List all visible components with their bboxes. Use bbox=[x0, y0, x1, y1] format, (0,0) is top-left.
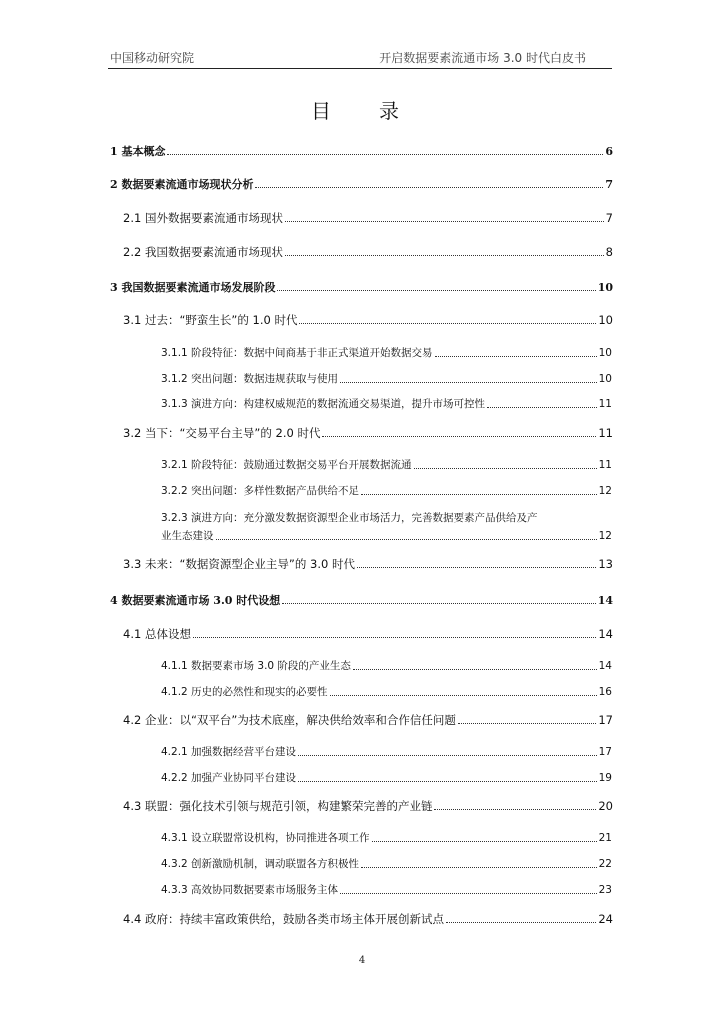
toc-entry[interactable] bbox=[123, 314, 613, 327]
toc-leader-dots bbox=[322, 435, 596, 437]
toc-entry-page: 8 bbox=[605, 245, 613, 259]
toc-entry-label: 4 数据要素流通市场 3.0 时代设想 bbox=[110, 594, 281, 607]
toc-entry-page: 11 bbox=[598, 398, 612, 410]
toc-leader-dots bbox=[361, 866, 597, 868]
toc-entry[interactable] bbox=[161, 485, 612, 498]
toc-entry-label: 1 基本概念 bbox=[110, 145, 166, 158]
toc-entry-label: 3.2.2 突出问题：多样性数据产品供给不足 bbox=[161, 485, 360, 497]
toc-leader-dots bbox=[277, 289, 595, 291]
toc-entry-page: 17 bbox=[598, 746, 612, 758]
toc-entry-label: 3.1.3 演进方向：构建权威规范的数据流通交易渠道，提升市场可控性 bbox=[161, 398, 486, 410]
toc-entry-label: 业生态建设 bbox=[161, 530, 214, 542]
toc-entry-page: 13 bbox=[598, 557, 613, 571]
toc-entry-page: 10 bbox=[598, 313, 613, 327]
toc-entry[interactable] bbox=[161, 772, 612, 785]
toc-entry[interactable] bbox=[161, 373, 612, 386]
toc-entry[interactable] bbox=[161, 347, 612, 360]
toc-entry-label: 3.1.1 阶段特征：数据中间商基于非正式渠道开始数据交易 bbox=[161, 347, 433, 359]
toc-leader-dots bbox=[446, 921, 596, 923]
toc-entry-page: 10 bbox=[598, 347, 612, 359]
toc-leader-dots bbox=[340, 892, 597, 894]
toc-entry-label: 3.3 未来：“数据资源型企业主导”的 3.0 时代 bbox=[123, 557, 355, 571]
toc-entry[interactable] bbox=[161, 398, 612, 411]
toc-entry[interactable] bbox=[123, 913, 613, 926]
toc-leader-dots bbox=[414, 467, 597, 469]
toc-entry[interactable] bbox=[110, 594, 613, 607]
toc-entry-label: 3 我国数据要素流通市场发展阶段 bbox=[110, 281, 276, 294]
toc-entry[interactable] bbox=[123, 427, 613, 440]
toc-entry-page: 12 bbox=[598, 485, 612, 497]
toc-entry-page: 14 bbox=[597, 594, 613, 607]
toc-leader-dots bbox=[353, 668, 597, 670]
toc-entry-label: 4.1.2 历史的必然性和现实的必要性 bbox=[161, 686, 328, 698]
toc-entry-page: 24 bbox=[598, 912, 613, 926]
toc-entry-label: 4.3.1 设立联盟常设机构，协同推进各项工作 bbox=[161, 832, 370, 844]
toc-entry[interactable] bbox=[161, 884, 612, 897]
toc-entry-label: 4.1 总体设想 bbox=[123, 627, 191, 641]
toc-entry-page: 14 bbox=[598, 660, 612, 672]
toc-entry[interactable] bbox=[123, 212, 613, 225]
toc-entry-label: 2.2 我国数据要素流通市场现状 bbox=[123, 245, 283, 259]
toc-entry-label: 4.2.1 加强数据经营平台建设 bbox=[161, 746, 297, 758]
toc-entry-label: 3.2 当下：“交易平台主导”的 2.0 时代 bbox=[123, 426, 321, 440]
toc-entry-label: 4.3 联盟：强化技术引领与规范引领，构建繁荣完善的产业链 bbox=[123, 799, 433, 813]
toc-entry-page: 19 bbox=[598, 772, 612, 784]
toc-leader-dots bbox=[434, 808, 596, 810]
toc-entry-label: 4.1.1 数据要素市场 3.0 阶段的产业生态 bbox=[161, 660, 351, 672]
toc-leader-dots bbox=[285, 220, 604, 222]
toc-entry-page: 14 bbox=[598, 627, 613, 641]
toc-entry[interactable] bbox=[161, 832, 612, 845]
toc-entry-label: 3.2.1 阶段特征：鼓励通过数据交易平台开展数据流通 bbox=[161, 459, 412, 471]
toc-leader-dots bbox=[193, 636, 596, 638]
toc-entry-page: 11 bbox=[598, 459, 612, 471]
toc-entry[interactable] bbox=[110, 178, 613, 191]
toc-title: 目 录 bbox=[311, 99, 413, 123]
toc-entry[interactable] bbox=[161, 686, 612, 699]
toc-entry-page: 23 bbox=[598, 884, 612, 896]
toc-entry-page: 12 bbox=[598, 530, 612, 542]
toc-entry-page: 10 bbox=[597, 281, 613, 294]
toc-entry-page: 21 bbox=[598, 832, 612, 844]
toc-entry-label: 4.4 政府：持续丰富政策供给，鼓励各类市场主体开展创新试点 bbox=[123, 912, 444, 926]
toc-leader-dots bbox=[340, 381, 597, 383]
page-number: 4 bbox=[358, 955, 366, 966]
toc-entry[interactable] bbox=[161, 530, 612, 543]
toc-entry-label: 4.2.2 加强产业协同平台建设 bbox=[161, 772, 297, 784]
toc-leader-dots bbox=[285, 254, 604, 256]
toc-leader-dots bbox=[435, 355, 597, 357]
toc-entry[interactable] bbox=[123, 628, 613, 641]
toc-entry-page: 7 bbox=[605, 211, 613, 225]
toc-leader-dots bbox=[216, 538, 597, 540]
toc-entry[interactable] bbox=[110, 281, 613, 294]
header-org: 中国移动研究院 bbox=[110, 51, 195, 65]
toc-entry[interactable] bbox=[123, 558, 613, 571]
toc-leader-dots bbox=[282, 602, 595, 604]
toc-leader-dots bbox=[255, 186, 603, 188]
toc-entry[interactable] bbox=[161, 746, 612, 759]
toc-entry-page: 7 bbox=[605, 178, 613, 191]
toc-entry-label: 2.1 国外数据要素流通市场现状 bbox=[123, 211, 283, 225]
toc-leader-dots bbox=[298, 780, 597, 782]
toc-entry-label: 2 数据要素流通市场现状分析 bbox=[110, 178, 254, 191]
toc-entry-page: 6 bbox=[605, 145, 613, 158]
header-doc-title: 开启数据要素流通市场 3.0 时代白皮书 bbox=[379, 51, 586, 65]
toc-entry[interactable] bbox=[161, 858, 612, 871]
toc-leader-dots bbox=[299, 322, 596, 324]
toc-entry-page: 10 bbox=[598, 373, 612, 385]
toc-leader-dots bbox=[361, 493, 597, 495]
toc-entry-page: 17 bbox=[598, 713, 613, 727]
toc-entry-label-line1[interactable]: 3.2.3 演进方向：充分激发数据资源型企业市场活力，完善数据要素产品供给及产 bbox=[161, 512, 538, 524]
toc-entry-label: 3.1.2 突出问题：数据违规获取与使用 bbox=[161, 373, 339, 385]
toc-entry-label: 4.3.2 创新激励机制，调动联盟各方积极性 bbox=[161, 858, 360, 870]
toc-entry[interactable] bbox=[123, 800, 613, 813]
toc-leader-dots bbox=[458, 722, 597, 724]
toc-entry-page: 22 bbox=[598, 858, 612, 870]
toc-entry-label: 4.2 企业：以“双平台”为技术底座，解决供给效率和合作信任问题 bbox=[123, 713, 456, 727]
toc-leader-dots bbox=[372, 840, 597, 842]
toc-leader-dots bbox=[167, 153, 603, 155]
toc-entry-page: 11 bbox=[598, 426, 613, 440]
toc-leader-dots bbox=[487, 406, 597, 408]
toc-entry-label: 3.1 过去：“野蛮生长”的 1.0 时代 bbox=[123, 313, 298, 327]
toc-entry[interactable] bbox=[161, 660, 612, 673]
toc-entry-page: 16 bbox=[598, 686, 612, 698]
toc-entry[interactable] bbox=[123, 714, 613, 727]
toc-entry-page: 20 bbox=[598, 799, 613, 813]
toc-leader-dots bbox=[298, 754, 597, 756]
toc-leader-dots bbox=[330, 694, 597, 696]
toc-entry[interactable] bbox=[123, 246, 613, 259]
toc-leader-dots bbox=[357, 566, 596, 568]
toc-entry[interactable] bbox=[161, 459, 612, 472]
toc-entry[interactable] bbox=[110, 145, 613, 158]
toc-entry-label: 4.3.3 高效协同数据要素市场服务主体 bbox=[161, 884, 339, 896]
